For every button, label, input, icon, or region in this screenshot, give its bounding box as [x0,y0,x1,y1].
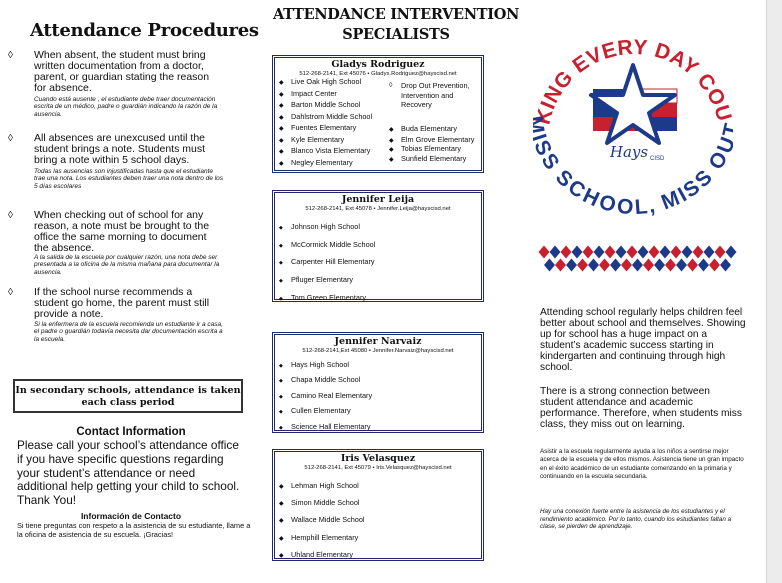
list-item: ◆ Negley Elementary [279,158,372,170]
contact-es-text: Si tiene preguntas con respeto a la asistencia de su estudiante, llame a la oficina de asistencia de su escuela. ¡Gracias! [17,521,251,539]
list-item: ◆ Impact Center [279,89,372,101]
pattern-diamond [588,259,599,272]
pattern-diamond [616,246,627,259]
pattern-diamond [583,246,594,259]
diamond-bullet-icon: ◊ [8,210,13,221]
school-list [275,354,481,435]
list-item: ◆ Tom Green Elementary [279,290,481,308]
campaign-logo [533,17,733,235]
list-item: ◆ Barton Middle School [279,100,372,112]
pattern-diamond [676,259,687,272]
campaign-logo-svg [533,17,733,235]
pattern-diamond [555,259,566,272]
list-item: ◆ Tobias Elementary [389,144,462,153]
pattern-diamond [566,259,577,272]
list-item: ◆ Hays High School [279,358,481,373]
school-list [389,124,474,164]
list-item: ◆ Johnson High School [279,219,481,237]
diamond-pattern [538,245,738,278]
connection-paragraph: There is a strong connection between student attendance and academic performance. Therefore, when students miss class, they miss out on learning. [540,386,742,430]
specialist-name: Iris Velasquez [340,453,416,464]
contact-es-title: Información de Contacto [80,511,182,521]
diamond-bullet-icon: ◆ [279,393,283,400]
logo-cisd-text: CISD [650,156,665,162]
list-item: ◆ Uhland Elementary [279,547,481,564]
diamond-bullet-icon: ◆ [279,378,283,385]
school-list [279,77,372,169]
list-item: ◆ Chapa Middle School [279,373,481,388]
list-item: ◆ Sunfield Elementary [389,153,467,163]
list-item: ◆ Hemphill Elementary [279,530,481,547]
diamond-bullet-icon: ◆ [279,535,284,542]
diamond-bullet-icon: ◆ [279,409,283,416]
pattern-diamond [572,246,583,259]
pattern-diamond [720,259,731,272]
list-item: ◆ Elm Grove Elementary [389,134,475,144]
left-panel [0,0,262,583]
diamond-bullet-icon: ◆ [279,242,283,249]
diamond-bullet-icon: ◆ [279,278,283,285]
diamond-bullet-icon: ◆ [279,501,284,508]
specialists-title-line2: SPECIALISTS [342,26,450,43]
diamond-bullet-icon: ◆ [279,518,284,525]
pattern-diamond [687,259,698,272]
list-item: ◊ Drop Out Prevention, Intervention and Recovery [389,81,470,109]
diamond-bullet-icon: ◆ [279,114,284,121]
pattern-diamond [643,259,654,272]
procedure-es: Cuando está ausente , el estudiante debe traer documentación escrita de un médico, padre o guardián indicando la razón de la ausencia. [34,96,218,118]
diamond-outline-icon: ◊ [389,82,393,89]
diamond-bullet-icon: ◆ [389,127,394,133]
diamond-bullet-icon: ◆ [279,103,284,109]
procedure-es: Si la enfermera de la escuela recomienda un estudiante ir a casa, el padre o guardián todavía necesita dar documentación escrita a la escuela. [34,321,223,343]
diamond-bullet-icon: ◆ [279,80,284,86]
specialist-name: Jennifer Narvaiz [334,336,422,347]
procedure-en: When absent, the student must bring written documentation from a doctor, parent, or guardian stating the reason for absence. [34,49,210,94]
list-item: ◆ Lehman High School [279,478,481,495]
pattern-diamond [621,259,632,272]
pattern-diamond [544,259,555,272]
pattern-diamond [660,246,671,259]
pattern-diamond [594,246,605,259]
list-item: ◆ Pfluger Elementary [279,272,481,290]
diamond-bullet-icon: ◆ [279,363,283,369]
specialist-name: Gladys Rodriguez [331,59,425,70]
pattern-diamond [693,246,704,259]
diamond-bullet-icon: ◊ [8,50,13,61]
pattern-diamond [550,246,561,259]
procedure-en: All absences are unexcused until the student brings a note. Students must bring a note within 5 school days. [34,132,206,166]
diamond-bullet-icon: ◆ [389,147,394,153]
diamond-bullet-icon: ◆ [279,149,284,155]
diamond-bullet-icon: ◆ [279,260,283,267]
pattern-diamond [665,259,676,272]
list-item: ◆ Camino Real Elementary [279,389,481,404]
diamond-pattern-svg [538,245,738,273]
pattern-diamond [671,246,682,259]
logo-bottom-text: S SCHOOL, MISS O [536,147,733,220]
diamond-bullet-icon: ◆ [279,295,283,302]
specialist-card [272,190,484,302]
diamond-bullet-icon: ◆ [279,160,284,167]
list-item: ◆ Blanco Vista Elementary [279,146,372,158]
specialist-contact: 512-268-2141,Ext 45080 • Jennifer.Narvaiz@hayscisd.net [302,348,454,354]
pattern-diamond [638,246,649,259]
specialist-card [272,55,484,173]
list-item: ◆ Cullen Elementary [279,404,481,419]
pattern-diamond [715,246,726,259]
list-item: ◆ Dahlstrom Middle School [279,112,372,124]
list-item: ◆ Live Oak High School [279,77,372,89]
pattern-diamond [577,259,588,272]
pattern-diamond [539,246,550,259]
diamond-bullet-icon: ◊ [8,287,13,298]
diamond-bullet-icon: ◆ [279,126,284,132]
diamond-bullet-icon: ◊ [8,133,13,144]
pattern-diamond [698,259,709,272]
star-icon [591,65,675,143]
contact-text: Please call your school’s attendance office if you have specific questions regarding your student’s attendance or need additional help getting your child to school. Thank You! [17,438,240,508]
specialist-card [272,449,484,561]
list-item: ◆ Science Hall Elementary [279,420,481,435]
specialist-name: Jennifer Leija [341,194,415,205]
pattern-diamond [605,246,616,259]
list-item: ◆ McCormick Middle School [279,237,481,255]
list-item: ◆ Simon Middle School [279,495,481,512]
pattern-diamond [627,246,638,259]
diamond-bullet-icon: ◆ [279,484,284,490]
specialists-title [262,5,530,45]
pattern-diamond [704,246,715,259]
logo-top-text: KING EVERY DAY CO [533,35,731,127]
list-item: ◆ Fuentes Elementary [279,123,372,135]
school-list [275,471,481,564]
procedure-en: If the school nurse recommends a student go home, the parent must still provide a note. [34,286,210,320]
pattern-diamond [610,259,621,272]
pattern-diamond [561,246,572,259]
diamond-bullet-icon: ◆ [279,552,284,559]
pattern-diamond [649,246,660,259]
page-edge [766,0,782,583]
specialist-contact: 512-268-2141, Ext 45078 • Jennifer.Leija@hayscisd.net [305,206,451,212]
pattern-diamond [599,259,610,272]
secondary-attendance-box: In secondary schools, attendance is taken each class period [13,379,243,413]
diamond-bullet-icon: ◆ [279,137,284,144]
diamond-bullet-icon: ◆ [279,225,283,231]
intro-paragraph-es: Asistir a la escuela regularmente ayuda a los niños a sentirse mejor acerca de la escuela y de ellos mismos. Asistencia tiene un gran impacto en el éxito académico de un estudiante comenzando en la primaria y continuando en la escuela secundaria. [540,448,744,481]
list-item: ◆ Kyle Elementary [279,135,372,147]
procedure-en: When checking out of school for any reason, a note must be brought to the office the same morning to document the absence. [34,209,210,254]
procedure-es: Todas las ausencias son injustificadas hasta que el estudiante trae una nota. Los estudiantes deben traer una nota dentro de los 5 días escolares [34,168,223,190]
pattern-diamond [709,259,720,272]
connection-paragraph-es: Hay una conexión fuerte entre la asistencia de los estudiantes y el rendimiento académico. Por lo tanto, cuando los estudiantes faltan a clase, se pierden de aprendizaje. [540,508,732,531]
specialist-card [272,332,484,433]
list-item: ◆ Wallace Middle School [279,512,481,529]
procedures-title: Attendance Procedures [30,20,259,41]
school-list [275,212,481,308]
specialist-contact: 512-268-2141, Ext 45076 • Gladys.Rodriguez@hayscisd.net [299,71,457,77]
logo-hays-text: Hays [609,143,649,161]
intro-paragraph: Attending school regularly helps children feel better about school and themselves. Showing up for school has a huge impact on a student’s academic success starting in kindergarten and continuing through high school. [540,307,746,373]
contact-title: Contact Information [76,426,186,438]
diamond-bullet-icon: ◆ [389,156,394,163]
diamond-bullet-icon: ◆ [389,137,394,144]
procedure-es: A la salida de la escuela por cualquier razón, una nota debe ser presentada a la oficina de la misma mañana para documentar la ausencia. [34,254,220,276]
specialist-contact: 512-268-2141, Ext 45079 • Iris.Velasquez@hayscisd.net [304,465,452,471]
list-item: ◆ Carpenter Hill Elementary [279,254,481,272]
pattern-diamond [682,246,693,259]
middle-panel [262,0,530,583]
list-item: ◆ Buda Elementary [389,124,474,136]
diamond-bullet-icon: ◆ [279,91,284,98]
diamond-bullet-icon: ◆ [279,424,283,431]
pattern-diamond [654,259,665,272]
pattern-diamond [632,259,643,272]
pattern-diamond [726,246,737,259]
specialists-title-line1: ATTENDANCE INTERVENTION [272,6,520,23]
